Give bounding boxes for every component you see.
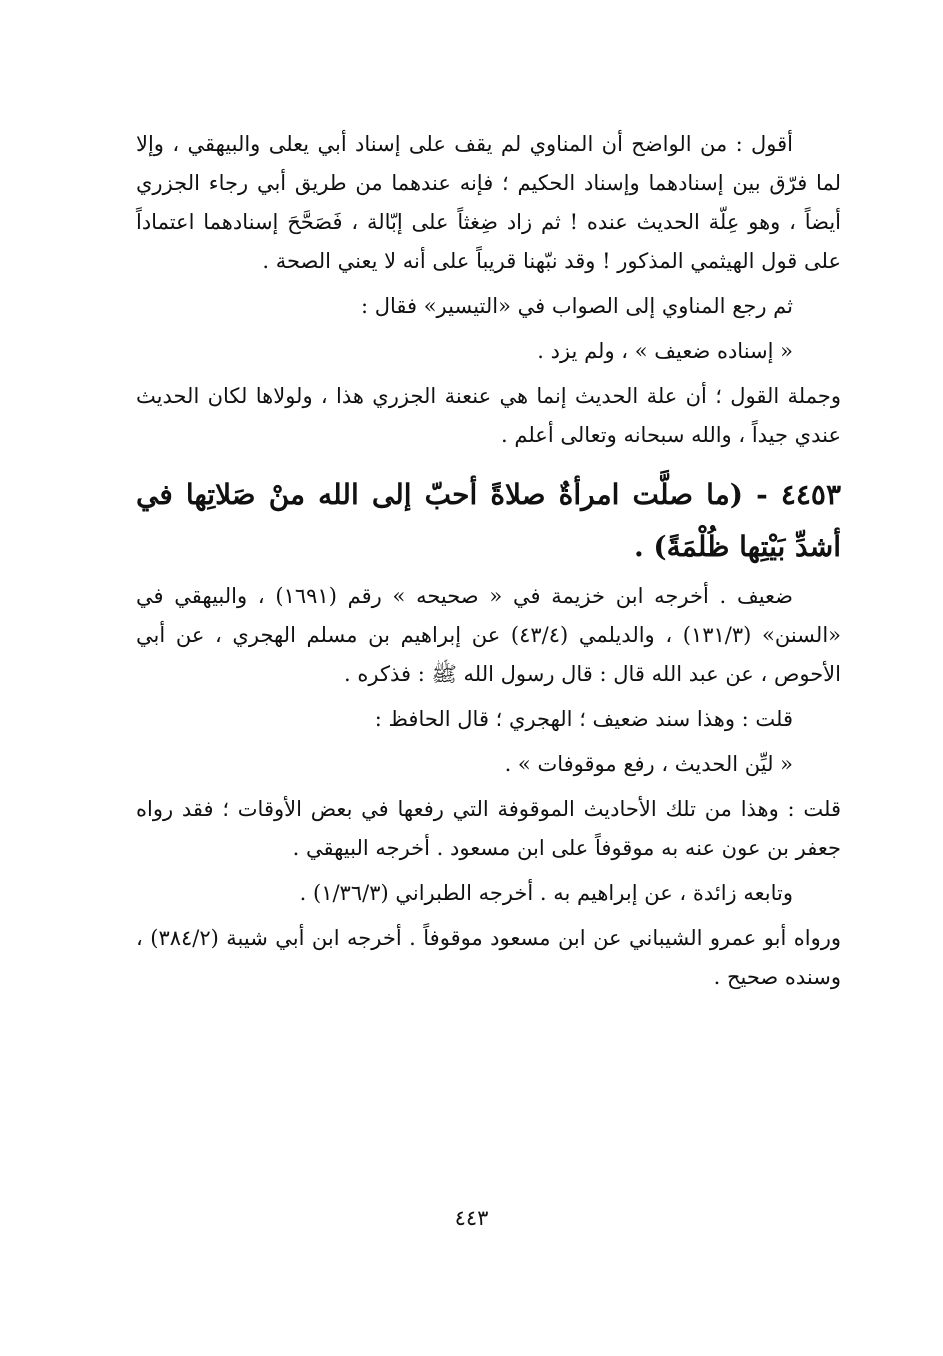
takhrij-paragraph: ضعيف . أخرجه ابن خزيمة في « صحيحه » رقم (١٦٩١) ، والبيهقي في «السنن» (١٣١/٣) ، والديلمي (٤٣/٤) عن إبراهيم بن مسلم الهجري ، عن أبي الأحوص ، عن عبد الله قال : قال رسول الله ﷺ : فذكره . [136, 584, 841, 686]
page-number: ٤٤٣ [454, 1206, 489, 1230]
hadith-heading: ٤٤٥٣ - (ما صلَّت امرأةٌ صلاةً أحبّ إلى الله منْ صَلاتِها في أشدِّ بَيْتِها ظُلْمَةً) . [136, 478, 841, 563]
commentary-paragraph: ثم رجع المناوي إلى الصواب في «التيسير» فقال : [360, 294, 793, 318]
conclusion-paragraph: وجملة القول ؛ أن علة الحديث إنما هي عنعنة الجزري هذا ، ولولاها لكان الحديث عندي جيداً ، والله سبحانه وتعالى أعلم . [136, 384, 841, 447]
commentary-paragraph: قلت : وهذا من تلك الأحاديث الموقوفة التي رفعها في بعض الأوقات ؛ فقد رواه جعفر بن عون عنه به موقوفاً على ابن مسعود . أخرجه البيهقي . [136, 797, 841, 860]
quote-paragraph: « ليِّن الحديث ، رفع موقوفات » . [504, 752, 793, 776]
commentary-paragraph: أقول : من الواضح أن المناوي لم يقف على إسناد أبي يعلى والبيهقي ، وإلا لما فرّق بين إسنادهما وإسناد الحكيم ؛ فإنه عندهما من طريق أبي رجاء الجزري أيضاً ، وهو عِلّة الحديث عنده ! ثم زاد ضِغثاً على إبّالة ، فَصَحَّحَ إسنادهما اعتماداً على قول الهيثمي المذكور ! وقد نبّهنا قريباً على أنه لا يعني الصحة . [136, 132, 841, 273]
commentary-paragraph: وتابعه زائدة ، عن إبراهيم به . أخرجه الطبراني (١/٣٦/٣) . [299, 881, 793, 905]
commentary-paragraph: ورواه أبو عمرو الشيباني عن ابن مسعود موقوفاً . أخرجه ابن أبي شيبة (٣٨٤/٢) ، وسنده صحيح . [136, 926, 841, 989]
commentary-paragraph: قلت : وهذا سند ضعيف ؛ الهجري ؛ قال الحافظ : [374, 707, 793, 731]
page-body [136, 125, 841, 997]
quote-paragraph: « إسناده ضعيف » ، ولم يزد . [537, 339, 793, 363]
